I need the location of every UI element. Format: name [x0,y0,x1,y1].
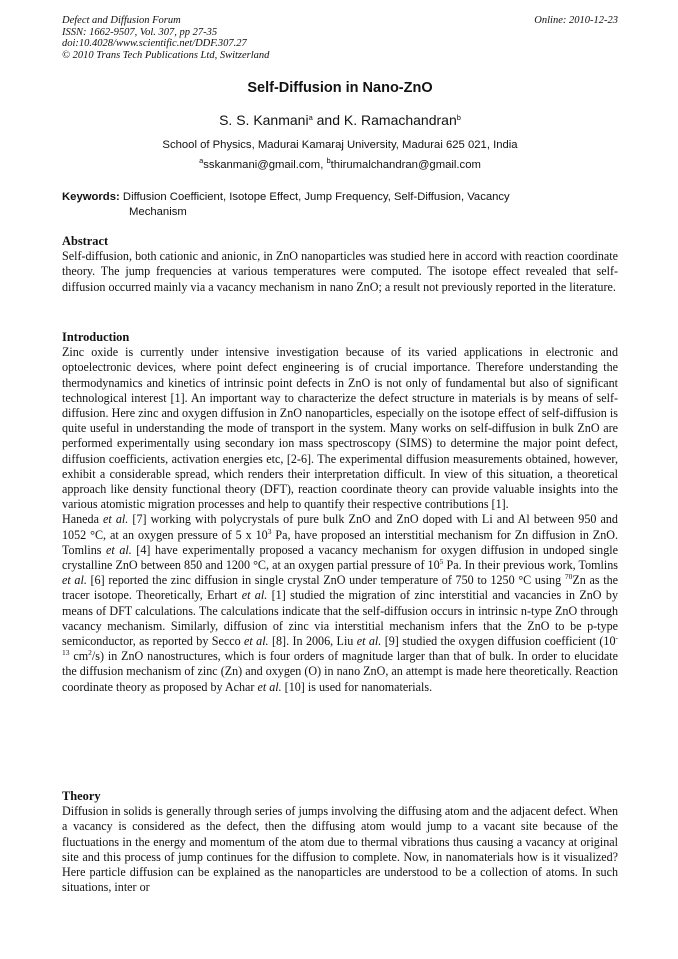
author-1: S. S. Kanmani [219,112,309,128]
email-1: sskanmani@gmail.com, [203,159,327,171]
online-date: Online: 2010-12-23 [534,15,618,26]
email-2-mark: b [326,156,331,165]
journal-name: Defect and Diffusion Forum [62,15,181,26]
introduction-paragraph-1: Zinc oxide is currently under intensive investigation because of its varied applications in electronic and optoelectronic devices, where point defect engineering is of crucial importance. Therefore understanding the thermodynamics and kinetics of intrinsic point defects in ZnO is not only of fundamental but also of significant technological interest [1]. An important way to characterize the defect structure in materials is by means of self-diffusion. Here zinc and oxygen diffusion in ZnO nanoparticles, especially on the isotope effect of self-diffusion is quite useful in understanding the mode of transport in the system. Many works on self-diffusion in bulk ZnO are performed experimentally using secondary ion mass spectroscopy (SIMS) to determine the major point defect, diffusion coefficients, activation energies etc, [2-6]. The experimental diffusion measurements obtained, however, exhibit a considerable spread, which renders their interpretation difficult. In view of this situation, a theoretical approach like density functional theory (DFT), reaction coordinate theory can provide valuable insights into the various atomistic migration processes and help to quantify their respective contributions [1]. [62,345,618,512]
text-run: /s) in ZnO nanostructures, which is four orders of magnitude larger than that of bulk. In order to elucidate the diffusion mechanism of zinc (Zn) and oxygen (O) in nano ZnO, an attempt is made here theoretically. Reaction coordinate theory as proposed by Achar [62,649,618,694]
abstract-section [62,234,618,295]
introduction-section [62,330,618,695]
journal-header [62,15,618,61]
et-al: et al. [241,588,268,603]
isotope-mass: 70 [564,572,573,582]
text-run: Zn as the tracer isotope. Theoretically, Erhart [62,573,618,603]
et-al: et al. [106,542,132,557]
introduction-heading: Introduction [62,330,130,344]
text-run: [4] have experimentally proposed a vacancy mechanism for oxygen diffusion in undoped single crystalline ZnO between 850 and 1200 °C, at an oxygen partial pressure of 10 [62,542,618,573]
keywords-line-1 [62,190,618,205]
author-2: K. Ramachandran [343,112,457,128]
theory-section [62,789,618,895]
introduction-paragraph-2 [62,512,618,694]
text-run: [7] working with polycrystals of pure bulk ZnO and ZnO doped with Li and Al between 950 and 1052 °C, at an oxygen pressure of 5 x 10 [62,512,618,542]
abstract-heading: Abstract [62,234,109,248]
text-run: [8]. In 2006, Liu [268,634,357,649]
text-run: Pa, have proposed an interstitial mechanism for Zn diffusion in ZnO. Tomlins [62,527,618,557]
et-al: et al. [356,634,382,649]
text-run: [9] studied the oxygen diffusion coefficient (10 [381,634,616,649]
keywords-block [62,190,618,219]
keywords-text-1: Diffusion Coefficient, Isotope Effect, Jump Frequency, Self-Diffusion, Vacancy [122,191,510,203]
exponent: 5 [439,557,444,567]
et-al: et al. [244,634,269,649]
issn-line: ISSN: 1662-9507, Vol. 307, pp 27-35 [62,26,218,38]
keywords-line-2: Mechanism [129,205,187,218]
abstract-text: Self-diffusion, both cationic and anionic, in ZnO nanoparticles was studied here in accord with reaction coordinate theory. The jump frequencies at various temperatures were computed. The isotope effect revealed that self-diffusion occurred mainly via a vacancy mechanism in nano ZnO; a result not previously reported in the literature. [62,249,618,294]
paper-title: Self-Diffusion in Nano-ZnO [247,80,433,96]
author-2-affil-mark: b [456,113,461,122]
et-al: et al. [257,679,282,694]
text-run: [6] reported the zinc diffusion in single crystal ZnO under temperature of 750 to 1250 °C using [86,573,565,588]
et-al: et al. [103,512,129,527]
author-line [62,112,618,128]
doi-line: doi:10.4028/www.scientific.net/DDF.307.27 [62,38,247,49]
exponent: -13 [62,633,619,658]
email-2: thirumalchandran@gmail.com [330,159,481,171]
text-run: Haneda [62,512,104,527]
email-line [62,156,618,171]
text-run: cm [69,649,89,664]
affiliation: School of Physics, Madurai Kamaraj University, Madurai 625 021, India [162,139,518,151]
copyright-line: © 2010 Trans Tech Publications Ltd, Switzerland [62,49,270,61]
et-al: et al. [62,573,87,588]
theory-heading: Theory [62,789,101,803]
text-run: Pa. In their previous work, Tomlins [443,558,618,573]
exponent: 3 [267,526,272,536]
author-1-affil-mark: a [308,113,313,122]
theory-text: Diffusion in solids is generally through series of jumps involving the diffusing atom and the adjacent defect. When a vacancy is considered as the defect, then the diffusing atom would jump to a vacant site because of the fluctuations in the energy and momentum of the atom due to thermal vibrations thus causing a vacancy at original site and this process of jump continues for the diffusion to complete. Now, in nanomaterials how is it visualized? Here particle diffusion can be explained as the nanoparticles are understood to be a collection of atoms. In such situations, inter or [62,804,618,895]
email-1-mark: a [199,156,204,165]
keywords-label: Keywords: [62,191,120,203]
text-run: [10] is used for nanomaterials. [281,679,433,694]
author-conjunction: and [312,112,344,128]
exponent: 2 [88,648,92,658]
text-run: [1] studied the migration of zinc interstitial and vacancies in ZnO by means of DFT calculations. The calculations indicate that the self-diffusion occurs in intrinsic n-type ZnO through vacancy mechanism. Similarly, diffusion of zinc via interstitial mechanism infers that the ZnO to be p-type semiconductor, as reported by Secco [62,588,619,649]
